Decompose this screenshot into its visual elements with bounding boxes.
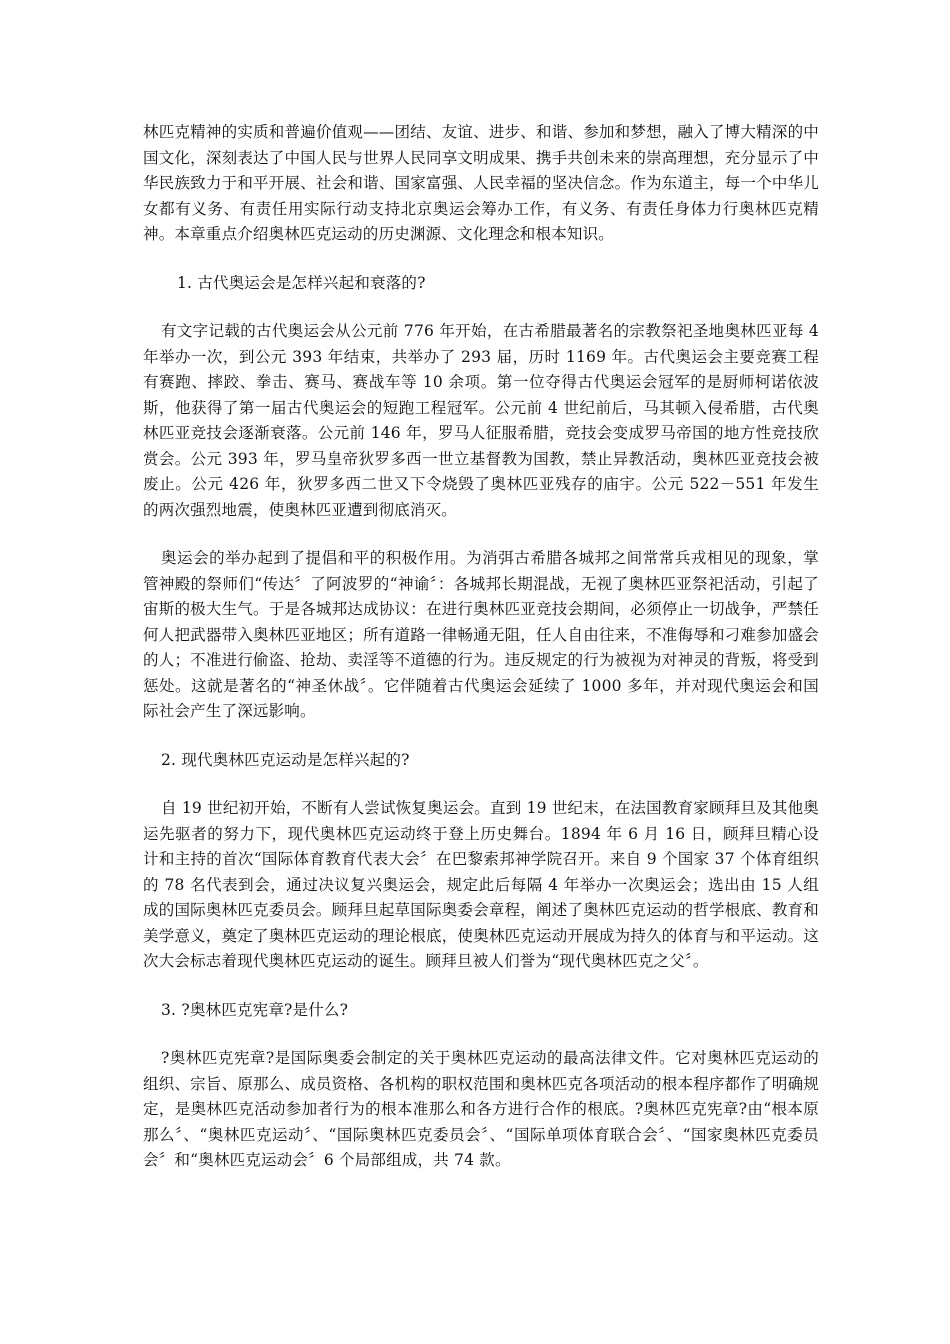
section-heading-olympic-charter: 3. ?奥林匹克宪章?是什么?: [161, 1000, 349, 1019]
section2-paragraph-revival: 自 19 世纪初开始，不断有人尝试恢复奥运会。直到 19 世纪末，在法国教育家顾拜旦及其他奥运先驱者的努力下，现代奥林匹克运动终于登上历史舞台。1894 年 6 月 16 日，顾拜旦精心设计和主持的首次“国际体育教育代表大会〞在巴黎索邦神学院召开。来自 9 个国家 37 个体育组织的 78 名代表到会，通过决议复兴奥运会，规定此后每隔 4 年举办一次奥运会；选出由 15 人组成的国际奥林匹克委员会。顾拜旦起草国际奥委会章程，阐述了奥林匹克运动的哲学根底、教育和美学意义，奠定了奥林匹克运动的理论根底，使奥林匹克运动开展成为持久的体育与和平运动。这次大会标志着现代奥林匹克运动的诞生。顾拜旦被人们誉为“现代奥林匹克之父〞。: [143, 799, 819, 970]
section-heading-modern-olympics: 2. 现代奥林匹克运动是怎样兴起的?: [161, 750, 410, 769]
section1-paragraph-history: 有文字记载的古代奥运会从公元前 776 年开始，在古希腊最著名的宗教祭祀圣地奥林匹亚每 4 年举办一次，到公元 393 年结束，共举办了 293 届，历时 1169 年。古代奥运会主要竞赛工程有赛跑、摔跤、拳击、赛马、赛战车等 10 余项。第一位夺得古代奥运会冠军的是厨师柯诺依波斯，他获得了第一届古代奥运会的短跑工程冠军。公元前 4 世纪前后，马其顿入侵希腊，古代奥林匹亚竞技会逐渐衰落。公元前 146 年，罗马人征服希腊，竞技会变成罗马帝国的地方性竞技欣赏会。公元 393 年，罗马皇帝狄罗多西一世立基督教为国教，禁止异教活动，奥林匹亚竞技会被废止。公元 426 年，狄罗多西二世又下令烧毁了奥林匹亚残存的庙宇。公元 522－551 年发生的两次强烈地震，使奥林匹亚遭到彻底消灭。: [143, 322, 819, 519]
section3-paragraph-charter: ?奥林匹克宪章?是国际奥委会制定的关于奥林匹克运动的最高法律文件。它对奥林匹克运动的组织、宗旨、原那么、成员资格、各机构的职权范围和奥林匹克各项活动的根本程序都作了明确规定，是奥林匹克活动参加者行为的根本准那么和各方进行合作的根底。?奥林匹克宪章?由“根本原那么〞、“奥林匹克运动〞、“国际奥林匹克委员会〞、“国际单项体育联合会〞、“国家奥林匹克委员会〞和“奥林匹克运动会〞6 个局部组成，共 74 款。: [143, 1049, 819, 1169]
section-heading-ancient-olympics: 1. 古代奥运会是怎样兴起和衰落的?: [177, 273, 426, 292]
section1-paragraph-sacred-truce: 奥运会的举办起到了提倡和平的积极作用。为消弭古希腊各城邦之间常常兵戎相见的现象，掌管神殿的祭师们“传达〞了阿波罗的“神谕〞：各城邦长期混战，无视了奥林匹亚祭祀活动，引起了宙斯的极大生气。于是各城邦达成协议：在进行奥林匹亚竞技会期间，必须停止一切战争，严禁任何人把武器带入奥林匹亚地区；所有道路一律畅通无阻，任人自由往来，不准侮辱和刁难参加盛会的人；不准进行偷盗、抢劫、卖淫等不道德的行为。违反规定的行为被视为对神灵的背叛，将受到惩处。这就是著名的“神圣休战〞。它伴随着古代奥运会延续了 1000 多年，并对现代奥运会和国际社会产生了深远影响。: [143, 549, 819, 720]
intro-paragraph: 林匹克精神的实质和普遍价值观——团结、友谊、进步、和谐、参加和梦想，融入了博大精深的中国文化，深刻表达了中国人民与世界人民同享文明成果、携手共创未来的崇高理想，充分显示了中华民族致力于和平开展、社会和谐、国家富强、人民幸福的坚决信念。作为东道主，每一个中华儿女都有义务、有责任用实际行动支持北京奥运会筹办工作，有义务、有责任身体力行奥林匹克精神。本章重点介绍奥林匹克运动的历史渊源、文化理念和根本知识。: [143, 123, 819, 243]
document-body: [143, 120, 819, 1197]
